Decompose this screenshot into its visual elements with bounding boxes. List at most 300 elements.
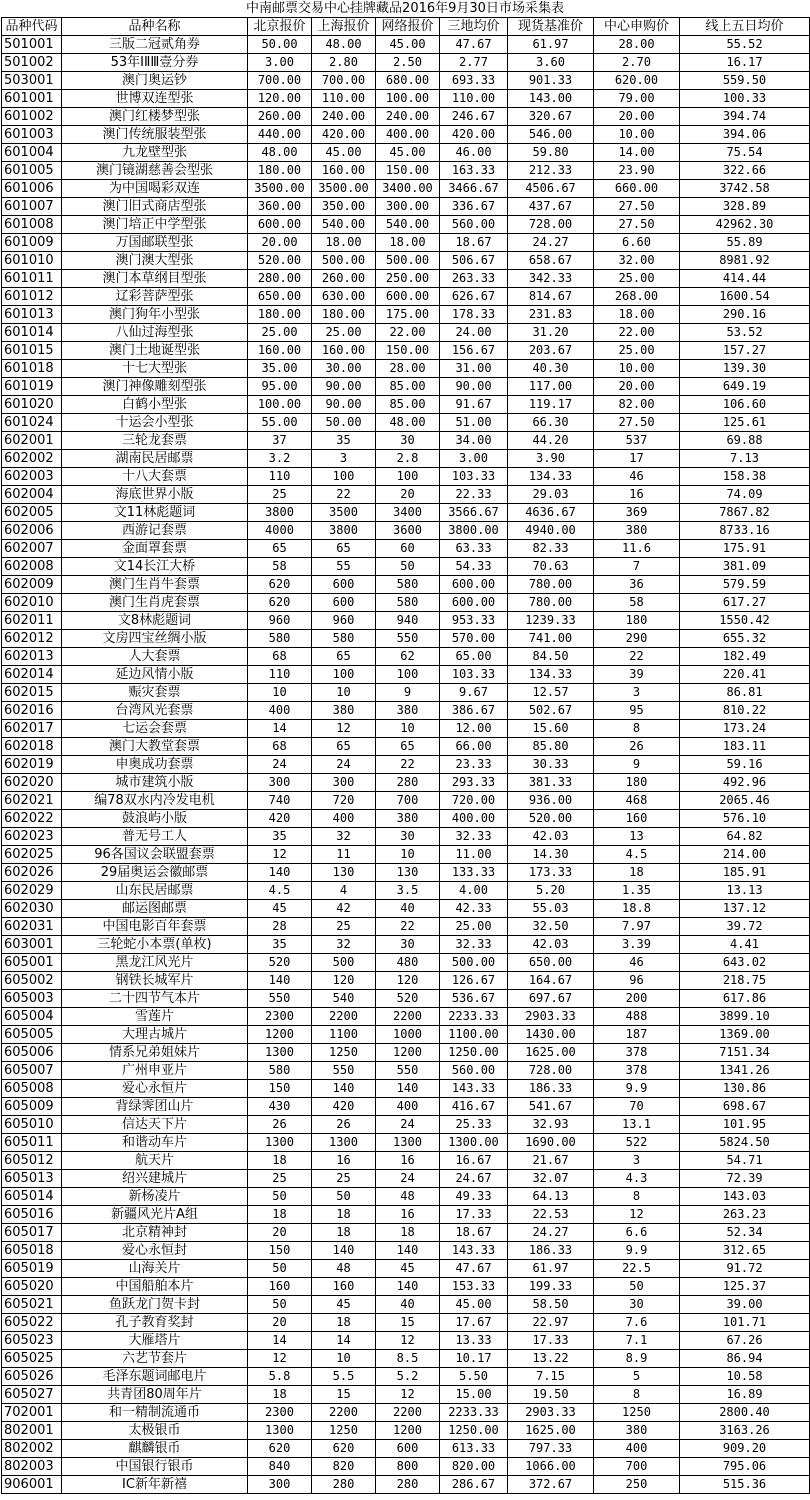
- average-price-cell: 103.33: [440, 468, 508, 486]
- beijing-price-cell: 26: [248, 1116, 312, 1134]
- code-cell: 602015: [2, 684, 62, 702]
- table-row: [2, 432, 810, 450]
- beijing-price-cell: 180.00: [248, 162, 312, 180]
- subscription-price-cell: 268.00: [594, 288, 680, 306]
- name-cell: 金面罩套票: [62, 540, 248, 558]
- five-day-average-cell: 649.19: [680, 378, 810, 396]
- table-row: [2, 36, 810, 54]
- beijing-price-cell: 1300: [248, 1044, 312, 1062]
- code-cell: 601003: [2, 126, 62, 144]
- shanghai-price-cell: 500.00: [312, 252, 376, 270]
- online-price-cell: 600.00: [376, 288, 440, 306]
- shanghai-price-cell: 22: [312, 486, 376, 504]
- name-cell: 澳门神像雕刻型张: [62, 378, 248, 396]
- table-row: [2, 504, 810, 522]
- online-price-cell: 540.00: [376, 216, 440, 234]
- table-row: [2, 288, 810, 306]
- online-price-cell: 3400: [376, 504, 440, 522]
- code-cell: 601010: [2, 252, 62, 270]
- average-price-cell: 10.17: [440, 1350, 508, 1368]
- name-cell: 澳门生肖牛套票: [62, 576, 248, 594]
- five-day-average-cell: 74.09: [680, 486, 810, 504]
- code-cell: 601001: [2, 90, 62, 108]
- average-price-cell: 153.33: [440, 1278, 508, 1296]
- average-price-cell: 13.33: [440, 1332, 508, 1350]
- code-cell: 601011: [2, 270, 62, 288]
- average-price-cell: 66.00: [440, 738, 508, 756]
- online-price-cell: 85.00: [376, 378, 440, 396]
- table-row: [2, 1422, 810, 1440]
- benchmark-price-cell: 13.22: [508, 1350, 594, 1368]
- average-price-cell: 24.00: [440, 324, 508, 342]
- benchmark-price-cell: 40.30: [508, 360, 594, 378]
- online-price-cell: 8.5: [376, 1350, 440, 1368]
- five-day-average-cell: 5824.50: [680, 1134, 810, 1152]
- online-price-cell: 30: [376, 432, 440, 450]
- subscription-price-cell: 20.00: [594, 108, 680, 126]
- beijing-price-cell: 4000: [248, 522, 312, 540]
- code-cell: 602019: [2, 756, 62, 774]
- subscription-price-cell: 7: [594, 558, 680, 576]
- beijing-price-cell: 580: [248, 630, 312, 648]
- beijing-price-cell: 20: [248, 1314, 312, 1332]
- five-day-average-cell: 1550.42: [680, 612, 810, 630]
- beijing-price-cell: 620: [248, 594, 312, 612]
- beijing-price-cell: 650.00: [248, 288, 312, 306]
- shanghai-price-cell: 18.00: [312, 234, 376, 252]
- table-row: [2, 1062, 810, 1080]
- code-cell: 602003: [2, 468, 62, 486]
- shanghai-price-cell: 32: [312, 936, 376, 954]
- subscription-price-cell: 380: [594, 522, 680, 540]
- online-price-cell: 1200: [376, 1044, 440, 1062]
- benchmark-price-cell: 32.93: [508, 1116, 594, 1134]
- benchmark-price-cell: 55.03: [508, 900, 594, 918]
- table-row: [2, 666, 810, 684]
- table-row: [2, 1404, 810, 1422]
- five-day-average-cell: 39.72: [680, 918, 810, 936]
- name-cell: 九龙壁型张: [62, 144, 248, 162]
- shanghai-price-cell: 540.00: [312, 216, 376, 234]
- table-row: [2, 252, 810, 270]
- table-row: [2, 396, 810, 414]
- subscription-price-cell: 5: [594, 1368, 680, 1386]
- average-price-cell: 263.33: [440, 270, 508, 288]
- online-price-cell: 22: [376, 918, 440, 936]
- shanghai-price-cell: 10: [312, 1350, 376, 1368]
- beijing-price-cell: 700.00: [248, 72, 312, 90]
- shanghai-price-cell: 1250: [312, 1044, 376, 1062]
- table-row: [2, 1260, 810, 1278]
- table-row: [2, 990, 810, 1008]
- name-cell: 信达天下片: [62, 1116, 248, 1134]
- code-cell: 605003: [2, 990, 62, 1008]
- name-cell: 澳门镜湖慈善会型张: [62, 162, 248, 180]
- shanghai-price-cell: 50.00: [312, 414, 376, 432]
- code-cell: 605010: [2, 1116, 62, 1134]
- five-day-average-cell: 52.34: [680, 1224, 810, 1242]
- online-price-cell: 12: [376, 1332, 440, 1350]
- benchmark-price-cell: 3.60: [508, 54, 594, 72]
- code-cell: 605026: [2, 1368, 62, 1386]
- code-cell: 602023: [2, 828, 62, 846]
- table-body: [2, 36, 810, 1494]
- benchmark-price-cell: 541.67: [508, 1098, 594, 1116]
- code-cell: 605020: [2, 1278, 62, 1296]
- online-price-cell: 680.00: [376, 72, 440, 90]
- table-row: [2, 108, 810, 126]
- name-cell: 文11林彪题词: [62, 504, 248, 522]
- online-price-cell: 2200: [376, 1404, 440, 1422]
- table-row: [2, 414, 810, 432]
- beijing-price-cell: 260.00: [248, 108, 312, 126]
- beijing-price-cell: 100.00: [248, 396, 312, 414]
- benchmark-price-cell: 85.80: [508, 738, 594, 756]
- five-day-average-cell: 414.44: [680, 270, 810, 288]
- subscription-price-cell: 96: [594, 972, 680, 990]
- shanghai-price-cell: 11: [312, 846, 376, 864]
- benchmark-price-cell: 70.63: [508, 558, 594, 576]
- shanghai-price-cell: 50: [312, 1188, 376, 1206]
- online-price-cell: 30: [376, 828, 440, 846]
- code-cell: 605005: [2, 1026, 62, 1044]
- name-cell: 中国电影百年套票: [62, 918, 248, 936]
- average-price-cell: 3566.67: [440, 504, 508, 522]
- code-cell: 601020: [2, 396, 62, 414]
- table-row: [2, 1458, 810, 1476]
- code-cell: 605009: [2, 1098, 62, 1116]
- table-row: [2, 648, 810, 666]
- subscription-price-cell: 8: [594, 1386, 680, 1404]
- average-price-cell: 416.67: [440, 1098, 508, 1116]
- five-day-average-cell: 3899.10: [680, 1008, 810, 1026]
- subscription-price-cell: 58: [594, 594, 680, 612]
- five-day-average-cell: 13.13: [680, 882, 810, 900]
- code-cell: 602018: [2, 738, 62, 756]
- five-day-average-cell: 10.58: [680, 1368, 810, 1386]
- code-cell: 605025: [2, 1350, 62, 1368]
- benchmark-price-cell: 1625.00: [508, 1044, 594, 1062]
- benchmark-price-cell: 4940.00: [508, 522, 594, 540]
- beijing-price-cell: 2300: [248, 1008, 312, 1026]
- five-day-average-cell: 183.11: [680, 738, 810, 756]
- benchmark-price-cell: 24.27: [508, 1224, 594, 1242]
- benchmark-price-cell: 61.97: [508, 36, 594, 54]
- online-price-cell: 100: [376, 468, 440, 486]
- beijing-price-cell: 520.00: [248, 252, 312, 270]
- header-online-price: 网络报价: [376, 18, 440, 36]
- shanghai-price-cell: 960: [312, 612, 376, 630]
- beijing-price-cell: 10: [248, 684, 312, 702]
- average-price-cell: 9.67: [440, 684, 508, 702]
- table-row: [2, 684, 810, 702]
- average-price-cell: 51.00: [440, 414, 508, 432]
- five-day-average-cell: 42962.30: [680, 216, 810, 234]
- five-day-average-cell: 16.89: [680, 1386, 810, 1404]
- average-price-cell: 560.00: [440, 216, 508, 234]
- benchmark-price-cell: 728.00: [508, 216, 594, 234]
- code-cell: 602022: [2, 810, 62, 828]
- benchmark-price-cell: 658.67: [508, 252, 594, 270]
- shanghai-price-cell: 10: [312, 684, 376, 702]
- code-cell: 605017: [2, 1224, 62, 1242]
- shanghai-price-cell: 45: [312, 1296, 376, 1314]
- name-cell: 澳门培正中学型张: [62, 216, 248, 234]
- table-row: [2, 90, 810, 108]
- code-cell: 602026: [2, 864, 62, 882]
- online-price-cell: 62: [376, 648, 440, 666]
- shanghai-price-cell: 65: [312, 648, 376, 666]
- five-day-average-cell: 909.20: [680, 1440, 810, 1458]
- average-price-cell: 126.67: [440, 972, 508, 990]
- shanghai-price-cell: 550: [312, 1062, 376, 1080]
- benchmark-price-cell: 17.33: [508, 1332, 594, 1350]
- online-price-cell: 100: [376, 666, 440, 684]
- shanghai-price-cell: 25: [312, 918, 376, 936]
- name-cell: 澳门生肖虎套票: [62, 594, 248, 612]
- subscription-price-cell: 27.50: [594, 198, 680, 216]
- average-price-cell: 47.67: [440, 36, 508, 54]
- average-price-cell: 820.00: [440, 1458, 508, 1476]
- benchmark-price-cell: 143.00: [508, 90, 594, 108]
- shanghai-price-cell: 16: [312, 1152, 376, 1170]
- table-row: [2, 198, 810, 216]
- table-row: [2, 900, 810, 918]
- subscription-price-cell: 400: [594, 1440, 680, 1458]
- table-row: [2, 1278, 810, 1296]
- code-cell: 802001: [2, 1422, 62, 1440]
- spreadsheet: [1, 0, 809, 1494]
- five-day-average-cell: 617.86: [680, 990, 810, 1008]
- online-price-cell: 24: [376, 1116, 440, 1134]
- name-cell: 航天片: [62, 1152, 248, 1170]
- subscription-price-cell: 26: [594, 738, 680, 756]
- benchmark-price-cell: 437.67: [508, 198, 594, 216]
- online-price-cell: 18.00: [376, 234, 440, 252]
- benchmark-price-cell: 199.33: [508, 1278, 594, 1296]
- code-cell: 602030: [2, 900, 62, 918]
- name-cell: 三版二冠贰角券: [62, 36, 248, 54]
- five-day-average-cell: 143.03: [680, 1188, 810, 1206]
- name-cell: 十八大套票: [62, 468, 248, 486]
- code-cell: 601012: [2, 288, 62, 306]
- five-day-average-cell: 137.12: [680, 900, 810, 918]
- code-cell: 603001: [2, 936, 62, 954]
- subscription-price-cell: 290: [594, 630, 680, 648]
- average-price-cell: 25.33: [440, 1116, 508, 1134]
- shanghai-price-cell: 280: [312, 1476, 376, 1494]
- benchmark-price-cell: 84.50: [508, 648, 594, 666]
- beijing-price-cell: 160.00: [248, 342, 312, 360]
- shanghai-price-cell: 1100: [312, 1026, 376, 1044]
- benchmark-price-cell: 797.33: [508, 1440, 594, 1458]
- table-row: [2, 792, 810, 810]
- subscription-price-cell: 23.90: [594, 162, 680, 180]
- name-cell: 爱心永恒片: [62, 1080, 248, 1098]
- name-cell: 和一精制流通币: [62, 1404, 248, 1422]
- benchmark-price-cell: 814.67: [508, 288, 594, 306]
- average-price-cell: 1250.00: [440, 1422, 508, 1440]
- online-price-cell: 380: [376, 810, 440, 828]
- beijing-price-cell: 12: [248, 1350, 312, 1368]
- online-price-cell: 400: [376, 1098, 440, 1116]
- benchmark-price-cell: 697.67: [508, 990, 594, 1008]
- subscription-price-cell: 3: [594, 684, 680, 702]
- beijing-price-cell: 68: [248, 738, 312, 756]
- beijing-price-cell: 620: [248, 576, 312, 594]
- beijing-price-cell: 960: [248, 612, 312, 630]
- subscription-price-cell: 12: [594, 1206, 680, 1224]
- beijing-price-cell: 360.00: [248, 198, 312, 216]
- name-cell: 文14长江大桥: [62, 558, 248, 576]
- beijing-price-cell: 3800: [248, 504, 312, 522]
- subscription-price-cell: 9.9: [594, 1242, 680, 1260]
- name-cell: 山东民居邮票: [62, 882, 248, 900]
- name-cell: 延边风情小版: [62, 666, 248, 684]
- average-price-cell: 110.00: [440, 90, 508, 108]
- five-day-average-cell: 8733.16: [680, 522, 810, 540]
- benchmark-price-cell: 19.50: [508, 1386, 594, 1404]
- average-price-cell: 386.67: [440, 702, 508, 720]
- online-price-cell: 60: [376, 540, 440, 558]
- name-cell: 人大套票: [62, 648, 248, 666]
- five-day-average-cell: 394.06: [680, 126, 810, 144]
- name-cell: 澳门澳大型张: [62, 252, 248, 270]
- subscription-price-cell: 522: [594, 1134, 680, 1152]
- table-row: [2, 1440, 810, 1458]
- benchmark-price-cell: 2903.33: [508, 1008, 594, 1026]
- name-cell: 文8林彪题词: [62, 612, 248, 630]
- code-cell: 605023: [2, 1332, 62, 1350]
- table-row: [2, 126, 810, 144]
- name-cell: 麒麟银币: [62, 1440, 248, 1458]
- subscription-price-cell: 369: [594, 504, 680, 522]
- name-cell: 城市建筑小版: [62, 774, 248, 792]
- subscription-price-cell: 30: [594, 1296, 680, 1314]
- five-day-average-cell: 86.94: [680, 1350, 810, 1368]
- name-cell: 鱼跃龙门贺卡封: [62, 1296, 248, 1314]
- subscription-price-cell: 46: [594, 468, 680, 486]
- beijing-price-cell: 24: [248, 756, 312, 774]
- shanghai-price-cell: 48: [312, 1260, 376, 1278]
- five-day-average-cell: 54.71: [680, 1152, 810, 1170]
- code-cell: 702001: [2, 1404, 62, 1422]
- beijing-price-cell: 430: [248, 1098, 312, 1116]
- average-price-cell: 3466.67: [440, 180, 508, 198]
- online-price-cell: 15: [376, 1314, 440, 1332]
- subscription-price-cell: 160: [594, 810, 680, 828]
- online-price-cell: 40: [376, 900, 440, 918]
- five-day-average-cell: 130.86: [680, 1080, 810, 1098]
- code-cell: 602010: [2, 594, 62, 612]
- online-price-cell: 500.00: [376, 252, 440, 270]
- online-price-cell: 30: [376, 936, 440, 954]
- average-price-cell: 34.00: [440, 432, 508, 450]
- subscription-price-cell: 1250: [594, 1404, 680, 1422]
- five-day-average-cell: 7867.82: [680, 504, 810, 522]
- average-price-cell: 143.33: [440, 1242, 508, 1260]
- subscription-price-cell: 25.00: [594, 342, 680, 360]
- shanghai-price-cell: 140: [312, 1080, 376, 1098]
- subscription-price-cell: 10.00: [594, 126, 680, 144]
- table-row: [2, 1116, 810, 1134]
- five-day-average-cell: 86.81: [680, 684, 810, 702]
- beijing-price-cell: 14: [248, 1332, 312, 1350]
- average-price-cell: 143.33: [440, 1080, 508, 1098]
- table-row: [2, 1350, 810, 1368]
- shanghai-price-cell: 540: [312, 990, 376, 1008]
- header-shanghai-price: 上海报价: [312, 18, 376, 36]
- code-cell: 802003: [2, 1458, 62, 1476]
- average-price-cell: 63.33: [440, 540, 508, 558]
- subscription-price-cell: 380: [594, 1422, 680, 1440]
- table-row: [2, 882, 810, 900]
- name-cell: 白鹤小型张: [62, 396, 248, 414]
- name-cell: 澳门奥运钞: [62, 72, 248, 90]
- code-cell: 602014: [2, 666, 62, 684]
- online-price-cell: 1000: [376, 1026, 440, 1044]
- subscription-price-cell: 70: [594, 1098, 680, 1116]
- code-cell: 601014: [2, 324, 62, 342]
- beijing-price-cell: 3.2: [248, 450, 312, 468]
- beijing-price-cell: 180.00: [248, 306, 312, 324]
- online-price-cell: 150.00: [376, 162, 440, 180]
- subscription-price-cell: 28.00: [594, 36, 680, 54]
- header-three-city-average: 三地均价: [440, 18, 508, 36]
- beijing-price-cell: 110: [248, 666, 312, 684]
- name-cell: 澳门狗年小型张: [62, 306, 248, 324]
- subscription-price-cell: 250: [594, 1476, 680, 1494]
- table-row: [2, 936, 810, 954]
- average-price-cell: 91.67: [440, 396, 508, 414]
- online-price-cell: 45.00: [376, 144, 440, 162]
- beijing-price-cell: 45: [248, 900, 312, 918]
- average-price-cell: 178.33: [440, 306, 508, 324]
- five-day-average-cell: 101.71: [680, 1314, 810, 1332]
- table-row: [2, 216, 810, 234]
- name-cell: 情系兄弟姐妹片: [62, 1044, 248, 1062]
- subscription-price-cell: 79.00: [594, 90, 680, 108]
- subscription-price-cell: 27.50: [594, 414, 680, 432]
- beijing-price-cell: 50: [248, 1296, 312, 1314]
- five-day-average-cell: 175.91: [680, 540, 810, 558]
- table-row: [2, 828, 810, 846]
- benchmark-price-cell: 173.33: [508, 864, 594, 882]
- five-day-average-cell: 3163.26: [680, 1422, 810, 1440]
- benchmark-price-cell: 32.07: [508, 1170, 594, 1188]
- benchmark-price-cell: 212.33: [508, 162, 594, 180]
- shanghai-price-cell: 140: [312, 1242, 376, 1260]
- benchmark-price-cell: 901.33: [508, 72, 594, 90]
- shanghai-price-cell: 15: [312, 1386, 376, 1404]
- table-row: [2, 1206, 810, 1224]
- subscription-price-cell: 39: [594, 666, 680, 684]
- shanghai-price-cell: 18: [312, 1224, 376, 1242]
- benchmark-price-cell: 29.03: [508, 486, 594, 504]
- table-row: [2, 1314, 810, 1332]
- shanghai-price-cell: 1250: [312, 1422, 376, 1440]
- name-cell: 澳门旧式商店型张: [62, 198, 248, 216]
- benchmark-price-cell: 186.33: [508, 1242, 594, 1260]
- beijing-price-cell: 35: [248, 828, 312, 846]
- beijing-price-cell: 520: [248, 954, 312, 972]
- table-row: [2, 774, 810, 792]
- five-day-average-cell: 795.06: [680, 1458, 810, 1476]
- online-price-cell: 5.2: [376, 1368, 440, 1386]
- benchmark-price-cell: 22.53: [508, 1206, 594, 1224]
- beijing-price-cell: 25: [248, 486, 312, 504]
- subscription-price-cell: 378: [594, 1062, 680, 1080]
